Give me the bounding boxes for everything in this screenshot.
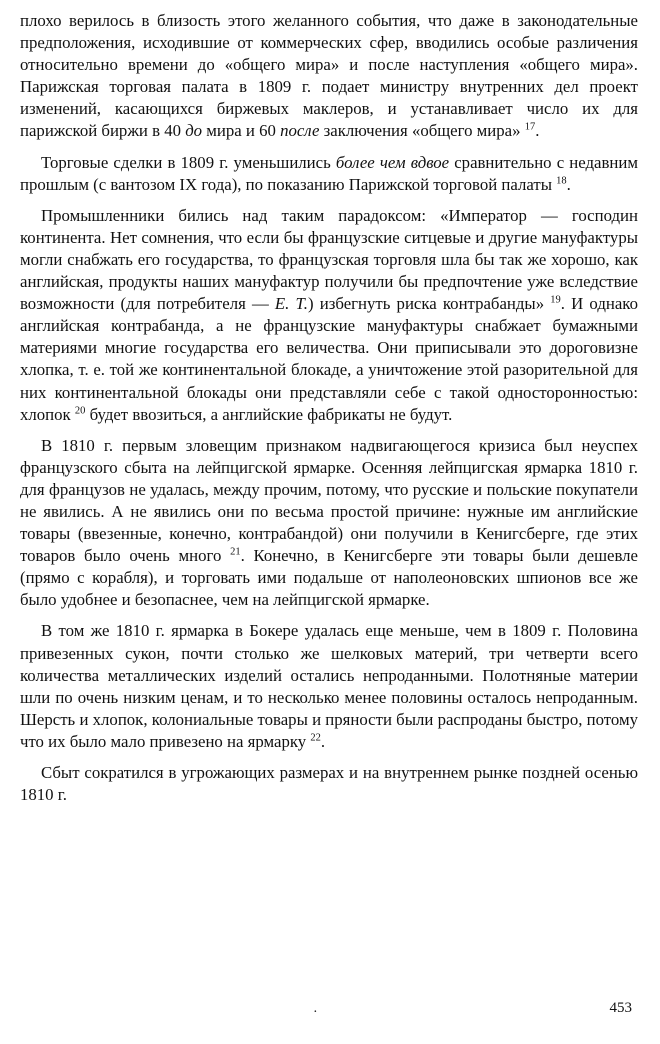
footnote-ref: 21	[230, 546, 241, 558]
emphasis-text: более чем вдвое	[335, 152, 450, 172]
text-run: В 1810 г. первым зловещим признаком надвигающегося кризиса был неуспех французского сбыта на лейпцигской ярмарке. Осенняя лейпцигская ярмарка 1810 г. для французов не удалась, между прочим, потому, что русские и польские покупатели не явились. А не явились они по весьма простой причине: нужные им английские товары (ввезенные, конечно, контрабандой) они получили в Кенигсберге, где этих товаров было очень много	[20, 435, 638, 566]
text-run: Сбыт сократился в угрожающих размерах и на внутреннем рынке поздней осенью 1810 г.	[20, 763, 638, 805]
body-text	[20, 10, 638, 815]
text-run: .	[320, 731, 326, 751]
footnote-ref: 17	[524, 121, 536, 133]
text-run: Промышленники бились над таким парадоксом: «Император — господин континента. Нет сомнения, что если бы французские ситцевые и другие мануфактуры могли снабжать его государства, то французская торговля шла бы так же хорошо, как английская, продукты наших мануфактур получили бы предпочтение уже вследствие возможности (для потребителя —	[20, 205, 638, 314]
footnote-ref: 22	[310, 732, 321, 744]
text-run: Торговые сделки в 1809 г. уменьшились	[41, 152, 336, 172]
text-run: ) избегнуть риска контрабанды»	[308, 294, 551, 314]
paragraph-6	[20, 762, 638, 806]
text-run: плохо верилось в близость этого желанного события, что даже в законодательные предположения, исходившие от коммерческих сфер, вводились особые различения относительно времени до «общего мира» и после наступления «общего мира». Парижская торговая палата в 1809 г. подает министру внутренних дел проект изменений, касающихся биржевых маклеров, и устанавливает число их для парижской биржи в 40	[20, 11, 638, 141]
footnote-ref: 18	[556, 175, 567, 187]
paragraph-1	[20, 10, 638, 143]
paragraph-3	[20, 205, 638, 426]
text-run: сравнительно с недавним прошлым (с вантозом IX года), по показанию Парижской торговой палаты	[20, 152, 638, 194]
paragraph-4	[20, 435, 638, 612]
paragraph-5	[20, 620, 638, 753]
text-run: .	[566, 174, 571, 194]
page-dot-mark: ·	[313, 1005, 318, 1020]
text-run: . Конечно, в Кенигсберге эти товары были дешевле (прямо с корабля), и торговать ими подальше от наполеоновских шпионов все же было удобнее и безопаснее, чем на лейпцигской ярмарке.	[20, 546, 638, 610]
text-run: заключения «общего мира»	[319, 121, 525, 141]
emphasis-text: до	[185, 121, 203, 141]
text-run: мира и 60	[202, 121, 281, 141]
text-run: .	[535, 121, 540, 141]
footnote-ref: 19	[550, 294, 561, 306]
footnote-ref: 20	[74, 405, 86, 416]
paragraph-2	[20, 152, 638, 196]
page-number: 453	[609, 1000, 632, 1016]
emphasis-text: после	[280, 121, 320, 141]
text-run: будет ввозиться, а английские фабрикаты не будут.	[85, 404, 453, 424]
emphasis-text: Е. Т.	[274, 294, 309, 314]
text-run: . И однако английская контрабанда, а не французские мануфактуры снабжает бумажными материями многие государства его величества. Они приписывали это дороговизне хлопка, т. е. той же континентальной блокаде, а уничтожение этой разорительной для них континентальной блокады они представляли себе с такой односторонностью: хлопок	[20, 294, 638, 424]
text-run: В том же 1810 г. ярмарка в Бокере удалась еще меньше, чем в 1809 г. Половина привезенных сукон, почти столько же шелковых материй, три четверти всего количества металлических изделий остались непроданными. Полотняные материи шли по очень низким ценам, и то несколько менее половины осталось непроданным. Шерсть и хлопок, колониальные товары и пряности были распроданы быстро, потому что их было мало привезено на ярмарку	[20, 621, 638, 751]
